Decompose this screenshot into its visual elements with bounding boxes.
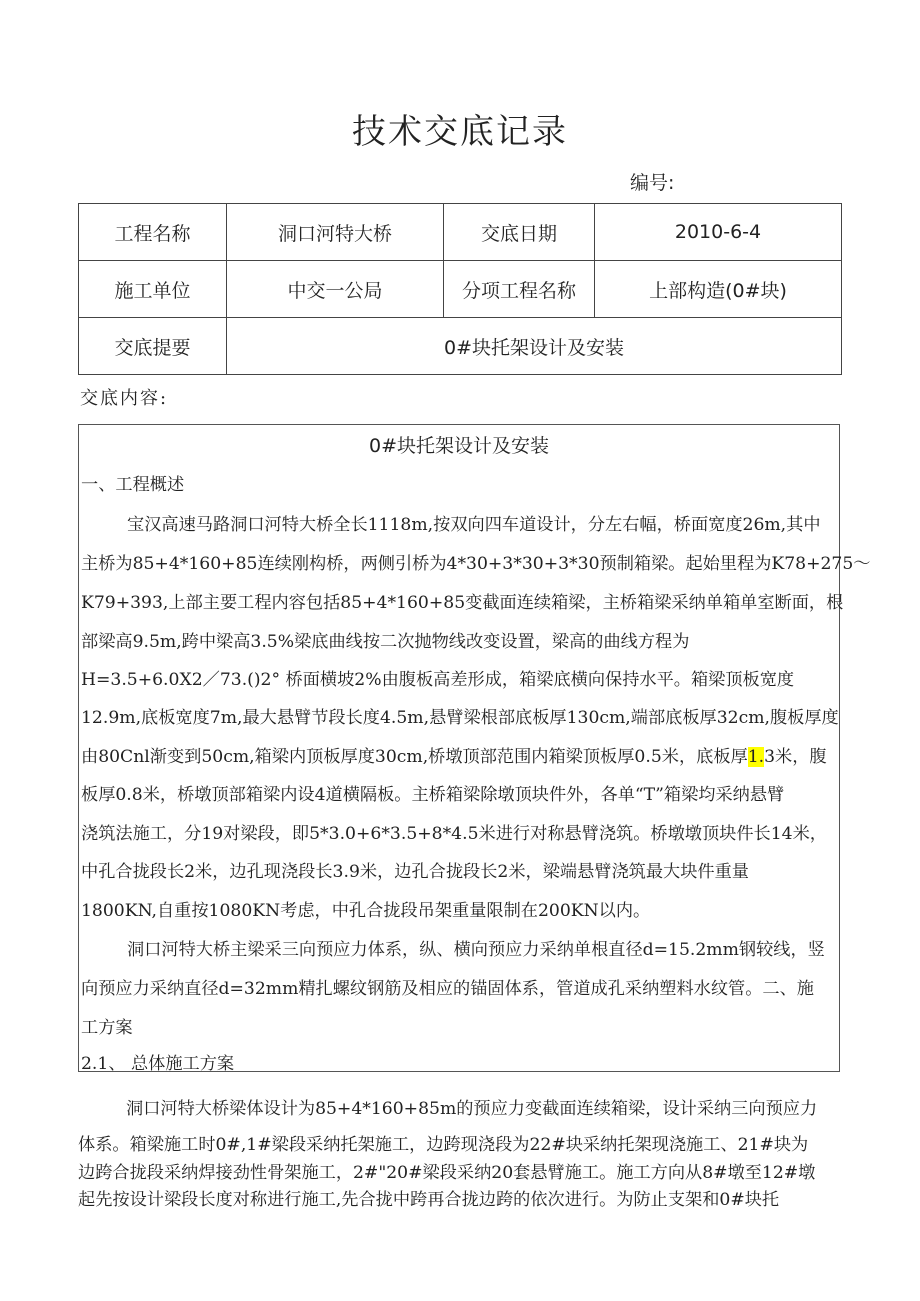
project-name-value: 洞口河特大桥 xyxy=(227,204,444,261)
paragraph-line: 主桥为85+4*160+85连续刚构桥，两侧引桥为4*30+3*30+3*30预制箱梁。起始里程为K78+275～ xyxy=(81,554,871,574)
section-heading-plan: 2.1、 总体施工方案 xyxy=(81,1054,235,1074)
paragraph-line: 洞口河特大桥主梁采三向预应力体系，纵、横向预应力采纳单根直径d=15.2mm钢较线，竖 xyxy=(127,940,825,960)
header-row-2 xyxy=(79,261,842,318)
document-title: 技术交底记录 xyxy=(352,112,568,152)
sub-project-label: 分项工程名称 xyxy=(444,261,595,318)
date-label: 交底日期 xyxy=(444,204,595,261)
paragraph-line: 部梁高9.5m,跨中梁高3.5%梁底曲线按二次抛物线改变设置，梁高的曲线方程为 xyxy=(81,632,690,652)
header-row-3 xyxy=(79,318,842,375)
paragraph-line: 12.9m,底板宽度7m,最大悬臂节段长度4.5m,悬臂梁根部底板厚130cm,端部底板厚32cm,腹板厚度 xyxy=(81,708,839,728)
body-text-line: 起先按设计梁段长度对称进行施工,先合拢中跨再合拢边跨的依次进行。为防止支架和0#块托 xyxy=(78,1190,780,1210)
paragraph-text: 3米，腹 xyxy=(764,747,827,767)
highlighted-text: 1. xyxy=(747,747,765,767)
contents-box xyxy=(78,424,871,1074)
sub-project-value: 上部构造(0#块) xyxy=(595,261,842,318)
section-heading-overview: 一、工程概述 xyxy=(81,475,185,495)
project-name-label: 工程名称 xyxy=(79,204,227,261)
paragraph-line: 中孔合拢段长2米，边孔现浇段长3.9米，边孔合拢段长2米，梁端悬臂浇筑最大块件重量 xyxy=(81,862,749,882)
date-value: 2010-6-4 xyxy=(595,204,842,261)
body-text-line: 体系。箱梁施工时0#,1#梁段采纳托架施工，边跨现浇段为22#块采纳托架现浇施工、21#块为 xyxy=(78,1135,809,1155)
construction-unit-value: 中交一公局 xyxy=(227,261,444,318)
contents-title: 0#块托架设计及安装 xyxy=(368,435,549,457)
paragraph-line: 1800KN,自重按1080KN考虑，中孔合拢段吊架重量限制在200KN以内。 xyxy=(81,901,651,921)
paragraph-line: 工方案 xyxy=(81,1018,133,1038)
summary-label: 交底提要 xyxy=(79,318,227,375)
contents-label: 交底内容: xyxy=(80,388,169,409)
construction-unit-label: 施工单位 xyxy=(79,261,227,318)
paragraph-line: 浇筑法施工，分19对梁段，即5*3.0+6*3.5+8*4.5米进行对称悬臂浇筑。桥墩墩顶块件长14米， xyxy=(81,824,827,844)
header-row-1 xyxy=(79,204,842,261)
summary-value: 0#块托架设计及安装 xyxy=(227,318,842,375)
body-text-line: 边跨合拢段采纳焊接劲性骨架施工，2#"20#梁段采纳20套悬臂施工。施工方向从8#墩至12#墩 xyxy=(78,1163,816,1183)
paragraph-line: 向预应力采纳直径d=32mm精扎螺纹钢筋及相应的锚固体系，管道成孔采纳塑料水纹管。二、施 xyxy=(81,979,814,999)
paragraph-line: H=3.5+6.0X2／73.()2° 桥面横坡2%由腹板高差形成，箱梁底横向保持水平。箱梁顶板宽度 xyxy=(81,670,795,690)
body-text-line: 洞口河特大桥梁体设计为85+4*160+85m的预应力变截面连续箱梁，设计采纳三向预应力 xyxy=(126,1099,818,1119)
paragraph-line xyxy=(81,742,827,767)
paragraph-text: 由80Cnl渐变到50cm,箱梁内顶板厚度30cm,桥墩顶部范围内箱梁顶板厚0.5米，底板厚 xyxy=(81,747,748,767)
paragraph-line: K79+393,上部主要工程内容包括85+4*160+85变截面连续箱梁，主桥箱梁采纳单箱单室断面，根 xyxy=(81,593,844,613)
document-number-label: 编号: xyxy=(630,172,675,194)
paragraph-line: 宝汉高速马路洞口河特大桥全长1118m,按双向四车道设计，分左右幅，桥面宽度26m,其中 xyxy=(127,515,821,535)
header-table xyxy=(78,203,842,375)
paragraph-line: 板厚0.8米，桥墩顶部箱梁内设4道横隔板。主桥箱梁除墩顶块件外，各单“T”箱梁均采纳悬臂 xyxy=(81,785,785,805)
